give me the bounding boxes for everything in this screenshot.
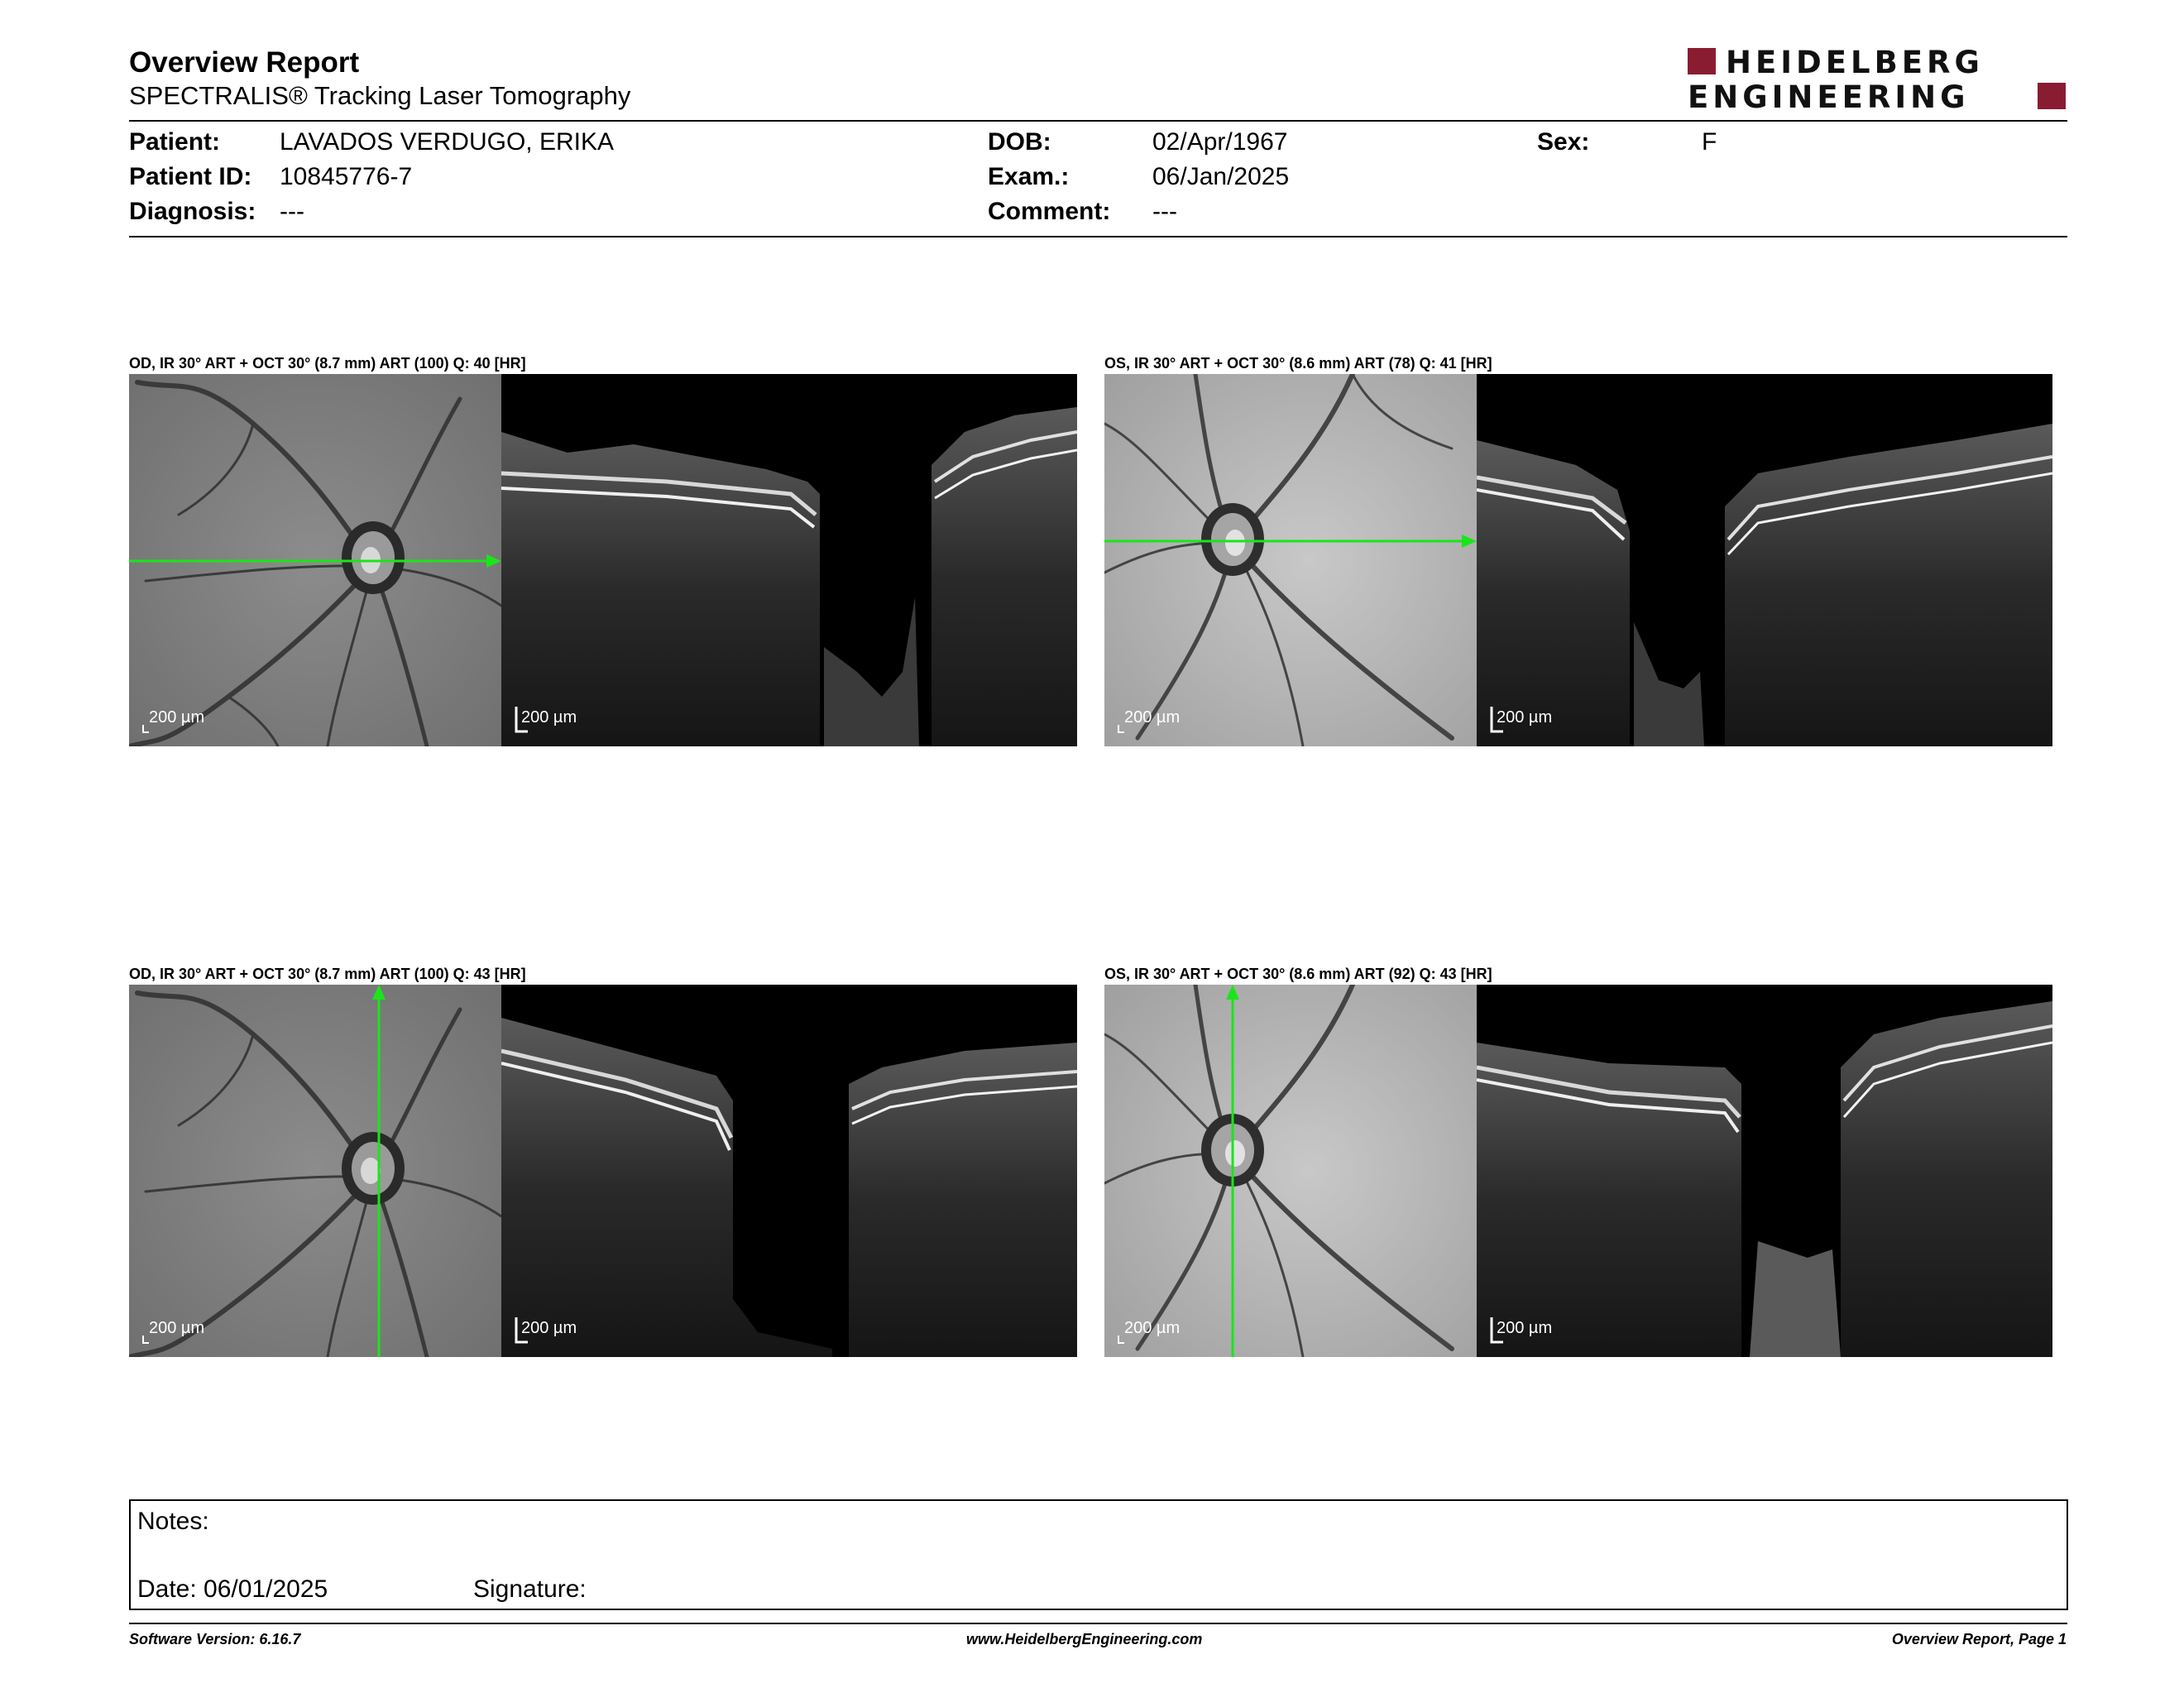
sex-label: Sex: (1537, 128, 1590, 156)
comment-value: --- (1152, 198, 1177, 225)
scale-label: 200 µm (521, 708, 577, 727)
patient-name: LAVADOS VERDUGO, ERIKA (280, 128, 614, 156)
scan-caption: OD, IR 30° ART + OCT 30° (8.7 mm) ART (100) Q: 43 [HR] (129, 966, 526, 982)
scan-caption: OS, IR 30° ART + OCT 30° (8.6 mm) ART (92) Q: 43 [HR] (1104, 966, 1492, 982)
scan-line-horizontal (129, 374, 501, 746)
page-number: Overview Report, Page 1 (1891, 1631, 2067, 1647)
scan-panel-od-1 (129, 374, 1077, 746)
scan-line-vertical (129, 985, 501, 1357)
diagnosis-value: --- (280, 198, 304, 225)
dob-label: DOB: (988, 128, 1051, 156)
exam-value: 06/Jan/2025 (1152, 163, 1290, 190)
comment-label: Comment: (988, 198, 1111, 225)
header-divider (129, 120, 2067, 122)
scale-label: 200 µm (521, 1319, 577, 1337)
scale-label: 200 µm (149, 708, 205, 727)
logo-text-line2: ENGINEERING (1688, 79, 1970, 115)
signature-label: Signature: (473, 1575, 587, 1603)
oct-bscan-image (1477, 374, 2052, 746)
scale-label: 200 µm (1497, 708, 1553, 727)
scan-panel-os-1 (1104, 374, 2052, 746)
logo-square-icon (2038, 83, 2066, 109)
notes-date: Date: 06/01/2025 (137, 1575, 328, 1603)
patient-label: Patient: (129, 128, 221, 156)
scale-label: 200 µm (1497, 1319, 1553, 1337)
patient-id-label: Patient ID: (129, 163, 252, 190)
logo-text-line1: HEIDELBERG (1726, 45, 1984, 80)
dob-value: 02/Apr/1967 (1152, 128, 1288, 156)
scale-label: 200 µm (1124, 1319, 1181, 1337)
diagnosis-label: Diagnosis: (129, 198, 256, 225)
report-subtitle: SPECTRALIS® Tracking Laser Tomography (129, 81, 631, 110)
oct-bscan-image (501, 985, 1077, 1357)
scan-line-horizontal (1104, 374, 1477, 746)
scan-caption: OS, IR 30° ART + OCT 30° (8.6 mm) ART (78) Q: 41 [HR] (1104, 355, 1492, 372)
website-link[interactable]: www.HeidelbergEngineering.com (966, 1631, 1203, 1647)
oct-bscan-image (501, 374, 1077, 746)
scale-label: 200 µm (1124, 708, 1181, 727)
notes-label: Notes: (137, 1508, 209, 1535)
patient-divider (129, 236, 2067, 237)
sex-value: F (1702, 128, 1717, 156)
heidelberg-logo (1688, 46, 2068, 114)
exam-label: Exam.: (988, 163, 1070, 190)
logo-square-icon (1688, 48, 1716, 74)
scan-panel-od-2 (129, 985, 1077, 1357)
oct-bscan-image (1477, 985, 2052, 1357)
notes-box[interactable] (129, 1499, 2068, 1610)
software-version: Software Version: 6.16.7 (129, 1631, 301, 1647)
scan-line-vertical (1104, 985, 1477, 1357)
patient-id: 10845776-7 (280, 163, 413, 190)
scale-label: 200 µm (149, 1319, 205, 1337)
scan-caption: OD, IR 30° ART + OCT 30° (8.7 mm) ART (100) Q: 40 [HR] (129, 355, 526, 372)
report-title: Overview Report (129, 46, 360, 79)
scan-panel-os-2 (1104, 985, 2052, 1357)
footer-divider (129, 1623, 2067, 1624)
